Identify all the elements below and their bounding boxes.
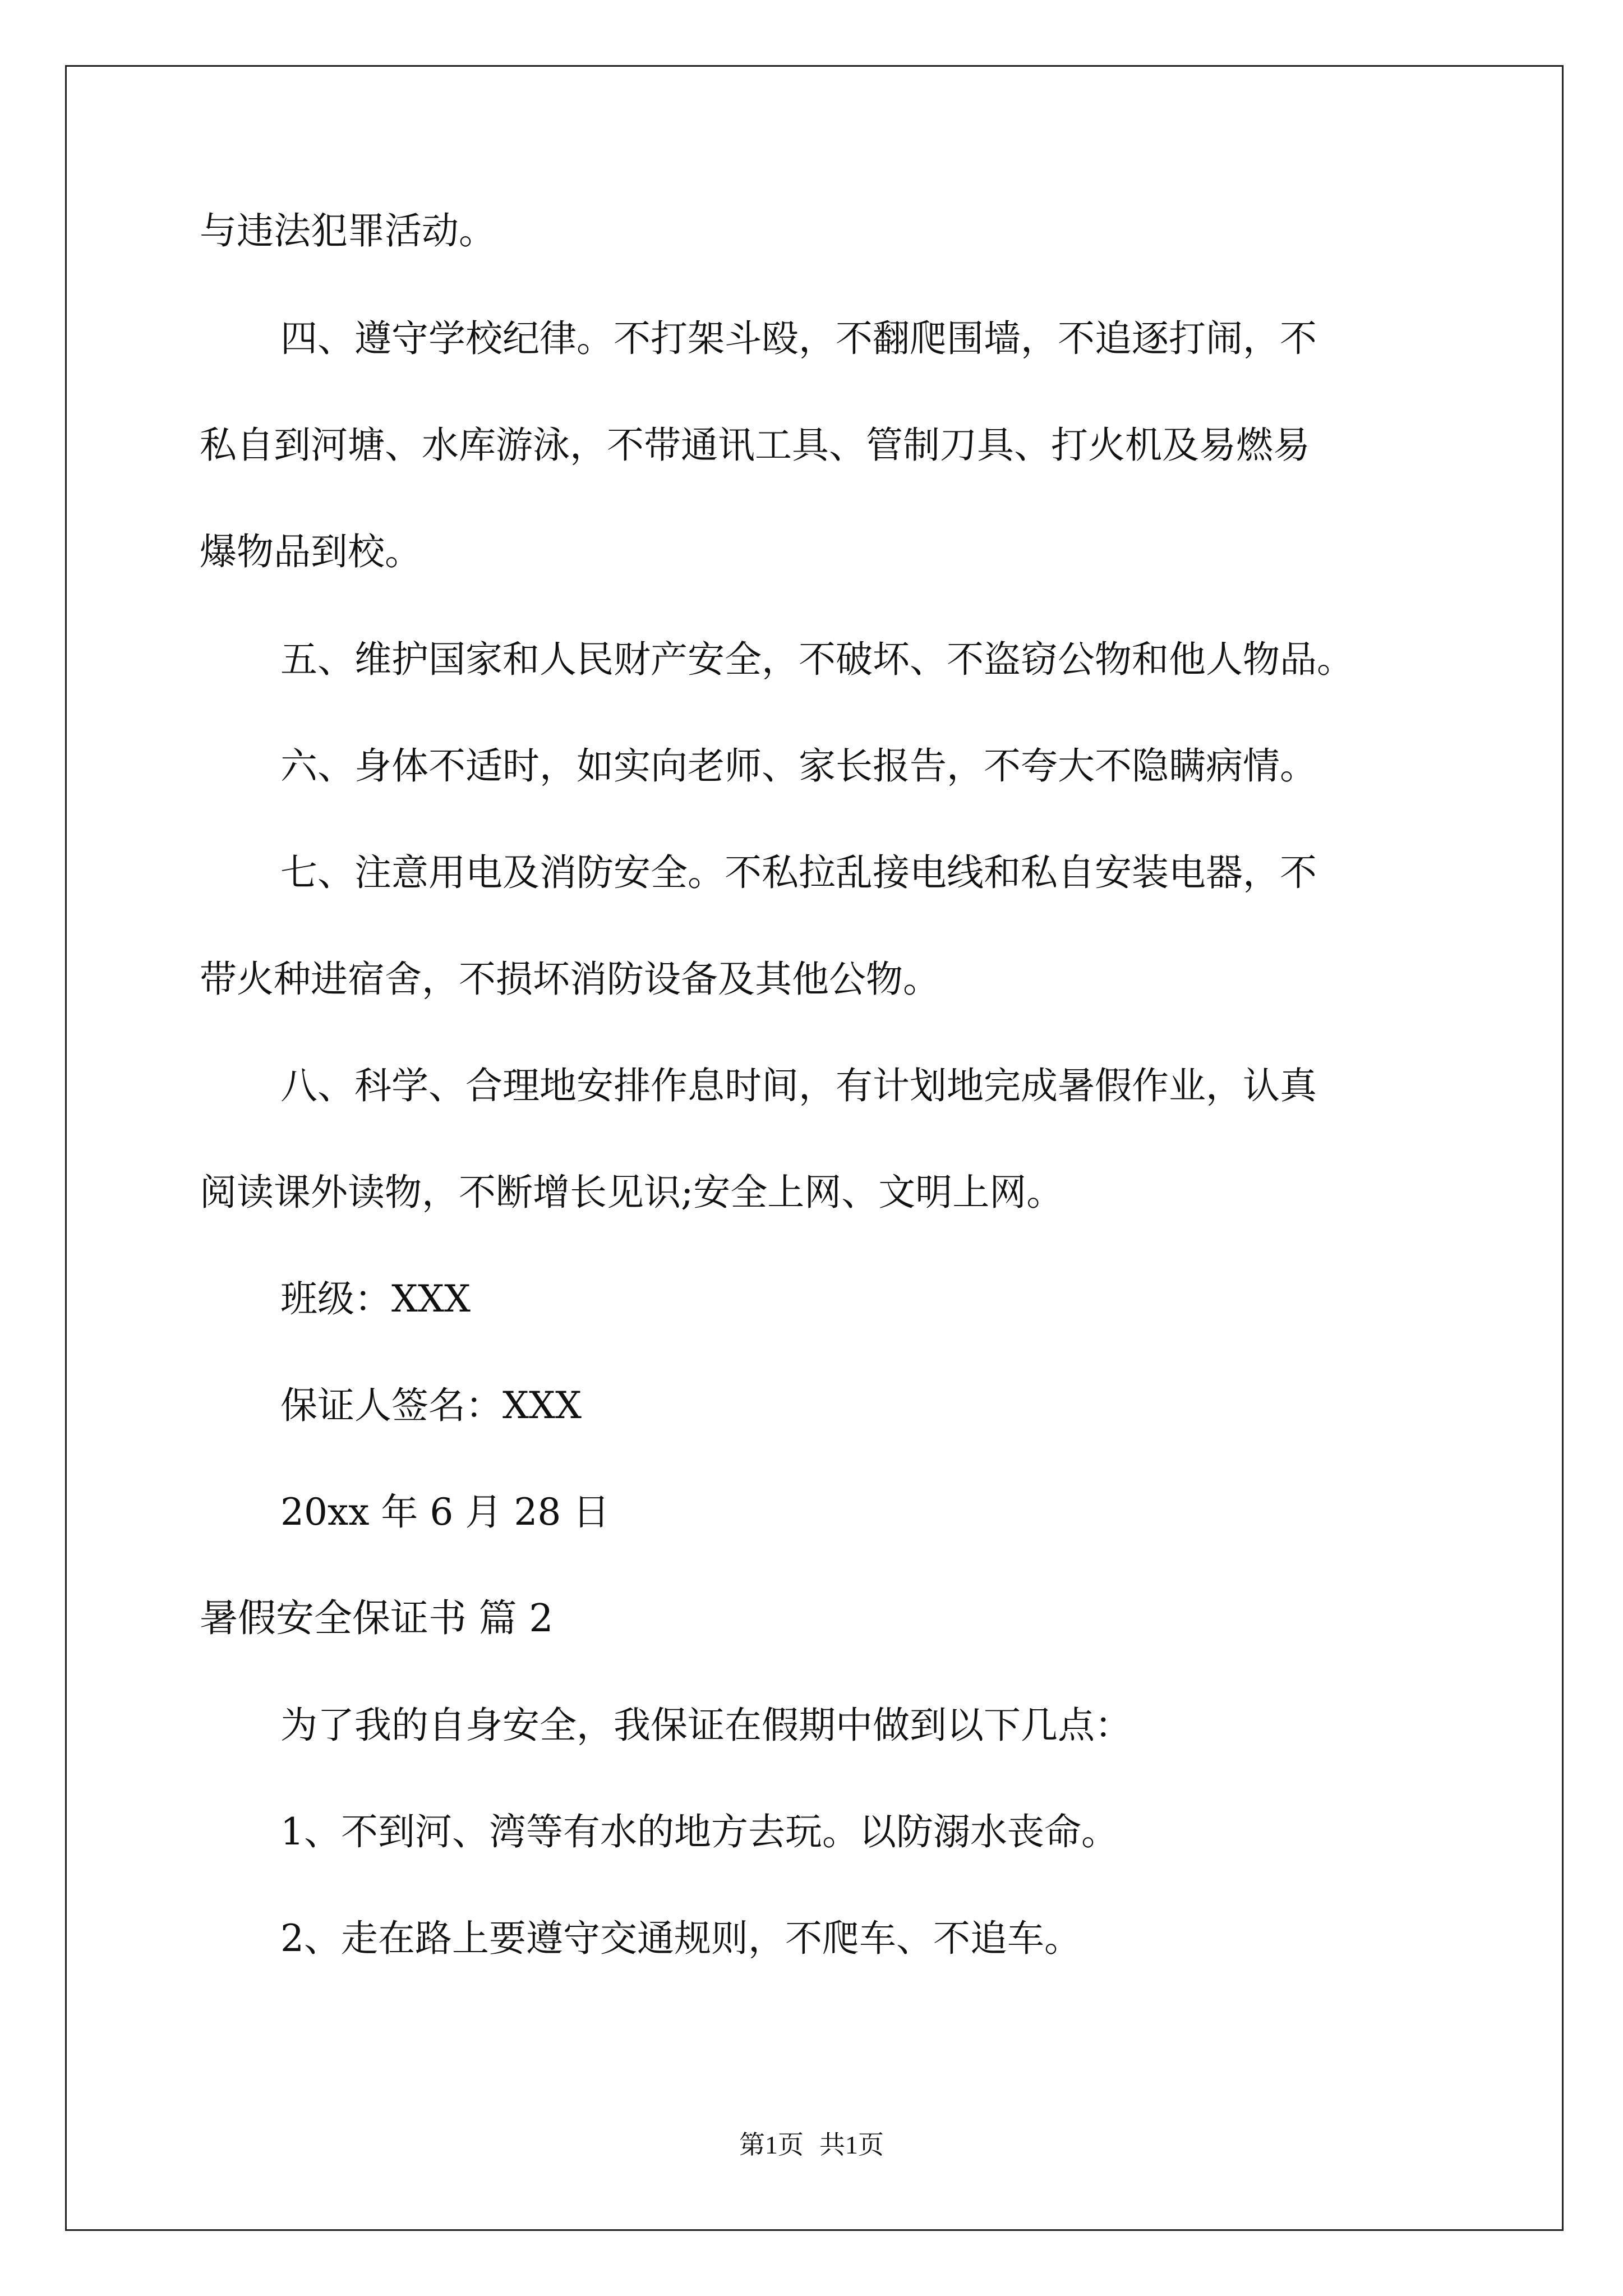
list-item: 1、不到河、湾等有水的地方去玩。以防溺水丧命。 xyxy=(280,1810,1118,1853)
body-text-line: 阅读课外读物，不断增长见识;安全上网、文明上网。 xyxy=(200,1171,1064,1214)
body-text-line: 四、遵守学校纪律。不打架斗殴，不翻爬围墙，不追逐打闹，不 xyxy=(280,317,1317,360)
class-field: 班级：XXX xyxy=(280,1277,471,1320)
body-text-line: 五、维护国家和人民财产安全，不破坏、不盗窃公物和他人物品。 xyxy=(280,638,1354,681)
page-border xyxy=(65,65,1564,2231)
page-footer xyxy=(0,2129,1623,2161)
body-text-line: 八、科学、合理地安排作息时间，有计划地完成暑假作业，认真 xyxy=(280,1064,1317,1107)
body-text-line: 为了我的自身安全，我保证在假期中做到以下几点： xyxy=(280,1704,1132,1747)
section-heading: 暑假安全保证书 篇 2 xyxy=(200,1596,554,1641)
body-text-line: 与违法犯罪活动。 xyxy=(200,209,496,252)
list-item: 2、走在路上要遵守交通规则，不爬车、不追车。 xyxy=(280,1917,1081,1960)
body-text-line: 七、注意用电及消防安全。不私拉乱接电线和私自安装电器，不 xyxy=(280,851,1317,894)
body-text-line: 六、身体不适时，如实向老师、家长报告，不夸大不隐瞒病情。 xyxy=(280,744,1317,788)
page-number: 第1页 xyxy=(739,2131,804,2159)
signature-field: 保证人签名：XXX xyxy=(280,1384,582,1427)
body-text-line: 带火种进宿舍，不损坏消防设备及其他公物。 xyxy=(200,958,940,1001)
date-line: 20xx 年 6 月 28 日 xyxy=(280,1490,610,1534)
body-text-line: 爆物品到校。 xyxy=(200,530,422,573)
page-total: 共1页 xyxy=(819,2131,884,2159)
body-text-line: 私自到河塘、水库游泳，不带通讯工具、管制刀具、打火机及易燃易 xyxy=(200,424,1310,467)
